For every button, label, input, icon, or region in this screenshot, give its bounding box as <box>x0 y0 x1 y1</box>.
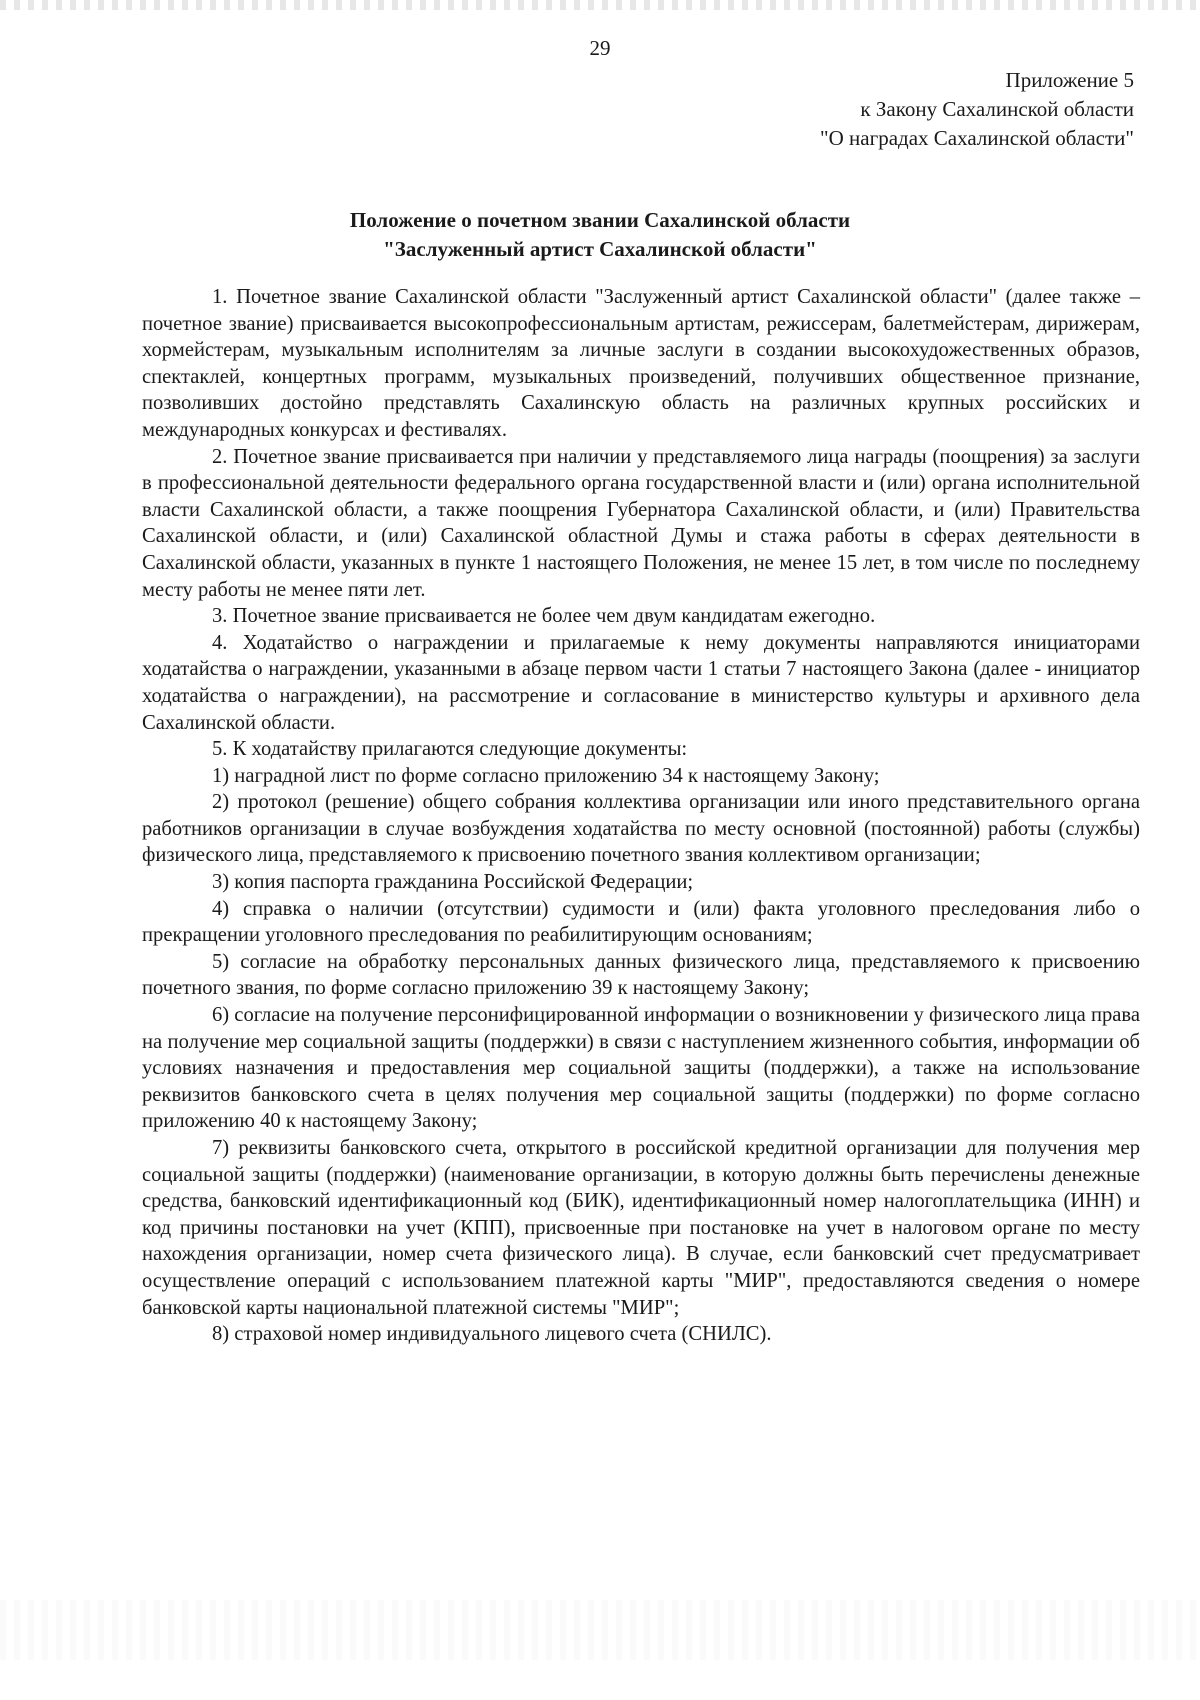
annex-line-3: "О наградах Сахалинской области" <box>820 126 1134 150</box>
scan-noise-bottom <box>0 1600 1200 1660</box>
document-title <box>0 206 1200 264</box>
list-item-5: 5) согласие на обработку персональных данных физического лица, представляемого к присвоению почетного звания, по форме согласно приложению 39 к настоящему Закону; <box>142 950 1140 1000</box>
paragraph-3: 3. Почетное звание присваивается не более чем двум кандидатам ежегодно. <box>212 605 876 628</box>
list-item-6: 6) согласие на получение персонифицированной информации о возникновении у физического лица права на получение мер социальной защиты (поддержки) в связи с наступлением жизненного события, информации об условиях назначения и предоставления мер социальной защиты (поддержки), а также на использование реквизитов банковского счета в целях получения мер социальной защиты (поддержки) по форме согласно приложению 40 к настоящему Закону; <box>142 1004 1140 1133</box>
title-line-1: Положение о почетном звании Сахалинской области <box>349 208 851 232</box>
list-item-8: 8) страховой номер индивидуального лицевого счета (СНИЛС). <box>212 1323 772 1346</box>
page-number: 29 <box>589 36 611 60</box>
annex-line-2: к Закону Сахалинской области <box>860 97 1134 121</box>
paragraph-1: 1. Почетное звание Сахалинской области "Заслуженный артист Сахалинской области" (далее также – почетное звание) присваивается высокопрофессиональным артистам, режиссерам, балетмейстерам, дирижерам, хормейстерам, музыкальным исполнителям за личные заслуги в создании высокохудожественных образов, спектаклей, концертных программ, музыкальных произведений, получивших общественное признание, позволивших достойно представлять Сахалинскую область на различных крупных российских и международных конкурсах и фестивалях. <box>142 286 1140 441</box>
paragraph-2: 2. Почетное звание присваивается при наличии у представляемого лица награды (поощрения) за заслуги в профессиональной деятельности федерального органа государственной власти и (или) органа исполнительной власти Сахалинской области, а также поощрения Губернатора Сахалинской области, и (или) Правительства Сахалинской области, и (или) Сахалинской областной Думы и стажа работы в сферах деятельности в Сахалинской области, указанных в пункте 1 настоящего Положения, не менее 15 лет, в том числе по последнему месту работы не менее пяти лет. <box>142 445 1140 601</box>
annex-reference <box>820 66 1134 153</box>
list-item-2: 2) протокол (решение) общего собрания коллектива организации или иного представительного органа работников организации в случае возбуждения ходатайства по месту основной (постоянной) работы (службы) физического лица, представляемого к присвоению почетного звания коллективом организации; <box>142 791 1140 867</box>
list-item-1: 1) наградной лист по форме согласно приложению 34 к настоящему Закону; <box>212 764 880 787</box>
title-line-2: "Заслуженный артист Сахалинской области" <box>383 237 817 261</box>
list-item-3: 3) копия паспорта гражданина Российской Федерации; <box>212 871 694 894</box>
annex-line-1: Приложение 5 <box>1005 68 1134 92</box>
list-item-7: 7) реквизиты банковского счета, открытого в российской кредитной организации для получения мер социальной защиты (поддержки) (наименование организации, в которую должны быть перечислены денежные средства, банковский идентификационный код (БИК), идентификационный номер налогоплательщика (ИНН) и код причины постановки на учет (КПП), присвоенные при постановке на учет в налоговом органе по месту нахождения организации, номер счета физического лица). В случае, если банковский счет предусматривает осуществление операций с использованием платежной карты "МИР", предоставляются сведения о номере банковской карты национальной платежной системы "МИР"; <box>142 1137 1140 1319</box>
list-item-4: 4) справка о наличии (отсутствии) судимости и (или) факта уголовного преследования либо о прекращении уголовного преследования по реабилитирующим основаниям; <box>142 897 1140 947</box>
scan-noise-top <box>0 0 1200 10</box>
document-body <box>142 284 1140 1348</box>
paragraph-4: 4. Ходатайство о награждении и прилагаемые к нему документы направляются инициаторами ходатайства о награждении, указанными в абзаце первом части 1 статьи 7 настоящего Закона (далее - инициатор ходатайства о награждении), на рассмотрение и согласование в министерство культуры и архивного дела Сахалинской области. <box>142 631 1140 734</box>
paragraph-5: 5. К ходатайству прилагаются следующие документы: <box>212 738 688 761</box>
